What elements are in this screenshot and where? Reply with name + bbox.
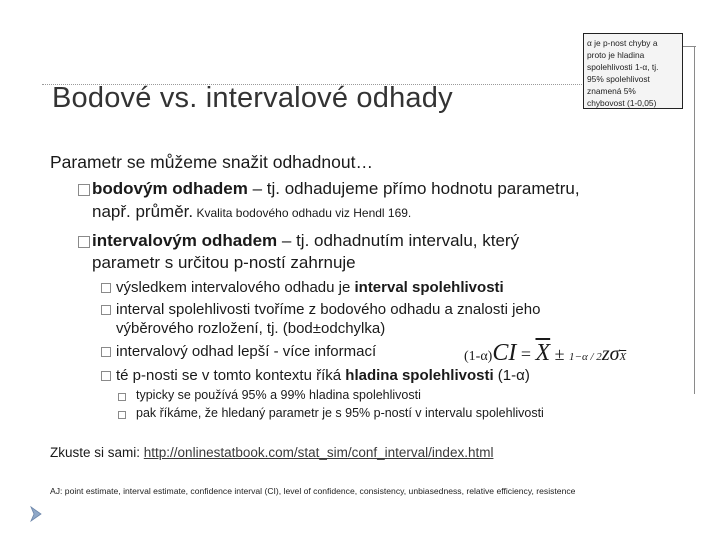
formula-z-sub: 1−α / 2 (569, 351, 602, 363)
bullet-icon (118, 411, 126, 419)
point-estimate-desc: – tj. odhadujeme přímo hodnotu parametru, (247, 179, 580, 198)
sub-item (116, 367, 530, 384)
frame-right-line (694, 46, 695, 394)
interval-estimate-item (92, 231, 519, 251)
slide-title: Bodové vs. intervalové odhady (52, 82, 453, 114)
formula-sigma-sub: $\overline{X}$ (619, 351, 627, 363)
interval-estimate-term: intervalovým odhadem (92, 231, 278, 250)
note-line: spolehlivosti 1-α, tj. (587, 62, 659, 72)
interval-estimate-desc: – tj. odhadnutím intervalu, který (277, 231, 520, 250)
alpha-expression: (1-α) (493, 367, 530, 384)
simulation-link[interactable]: http://onlinestatbook.com/stat_sim/conf_interval/index.html (143, 445, 494, 460)
slide-nav-arrow-icon[interactable] (28, 505, 44, 523)
intro-text: Parametr se můžeme snažit odhadnout… (50, 152, 373, 172)
bullet-icon (78, 184, 90, 196)
bullet-icon (101, 371, 111, 381)
note-line: 95% spolehlivost (587, 74, 650, 84)
point-estimate-example: např. průměr. (92, 202, 194, 221)
interval-estimate-cont: parametr s určitou p-ností zahrnuje (92, 253, 356, 272)
confidence-level-term: hladina spolehlivosti (345, 367, 494, 384)
bullet-icon (101, 305, 111, 315)
note-line: proto je hladina (587, 50, 645, 60)
alpha-note-box (583, 33, 683, 109)
sub-item-text: té p-nosti se v tomto kontextu říká (116, 367, 346, 384)
note-line: α je p-nost chyby a (587, 38, 658, 48)
formula-sigma: σ (609, 343, 620, 365)
bullet-icon (118, 393, 126, 401)
try-yourself-line (50, 445, 493, 460)
formula-ci: CI (492, 340, 517, 366)
point-estimate-cont (92, 202, 411, 222)
bullet-icon (101, 283, 111, 293)
sub-item (116, 279, 504, 296)
english-terms: AJ: point estimate, interval estimate, confidence interval (CI), level of confidence, consistency, unbiasedness, relative efficiency, resistence (50, 486, 576, 496)
ci-formula (464, 340, 626, 367)
formula-pm: ± (550, 344, 570, 364)
formula-prefix: (1-α) (464, 349, 493, 364)
point-estimate-reference: Kvalita bodového odhadu viz Hendl 169. (193, 206, 412, 220)
note-line: znamená 5% (587, 86, 636, 96)
bullet-icon (78, 236, 90, 248)
sub-item: intervalový odhad lepší - více informací (116, 343, 377, 360)
sub-item: interval spolehlivosti tvoříme z bodového odhadu a znalosti jeho (116, 301, 541, 318)
point-estimate-item (92, 179, 580, 199)
formula-eq: = (516, 344, 536, 364)
note-line: chybovost (1-0,05) (587, 98, 657, 108)
sub-sub-item: pak říkáme, že hledaný parametr je s 95% p-ností v intervalu spolehlivosti (136, 406, 544, 420)
point-estimate-term: bodovým odhadem (92, 179, 248, 198)
formula-z: z (601, 343, 610, 365)
sub-item-text: výsledkem intervalového odhadu je (116, 279, 355, 296)
sub-item-cont: výběrového rozložení, tj. (bod±odchylka) (116, 320, 386, 337)
bullet-icon (101, 347, 111, 357)
try-label: Zkuste si sami: (50, 445, 144, 460)
sub-sub-item: typicky se používá 95% a 99% hladina spolehlivosti (136, 388, 421, 402)
formula-xbar: $\overline{X}$ (535, 340, 551, 366)
ci-term: interval spolehlivosti (354, 279, 504, 296)
